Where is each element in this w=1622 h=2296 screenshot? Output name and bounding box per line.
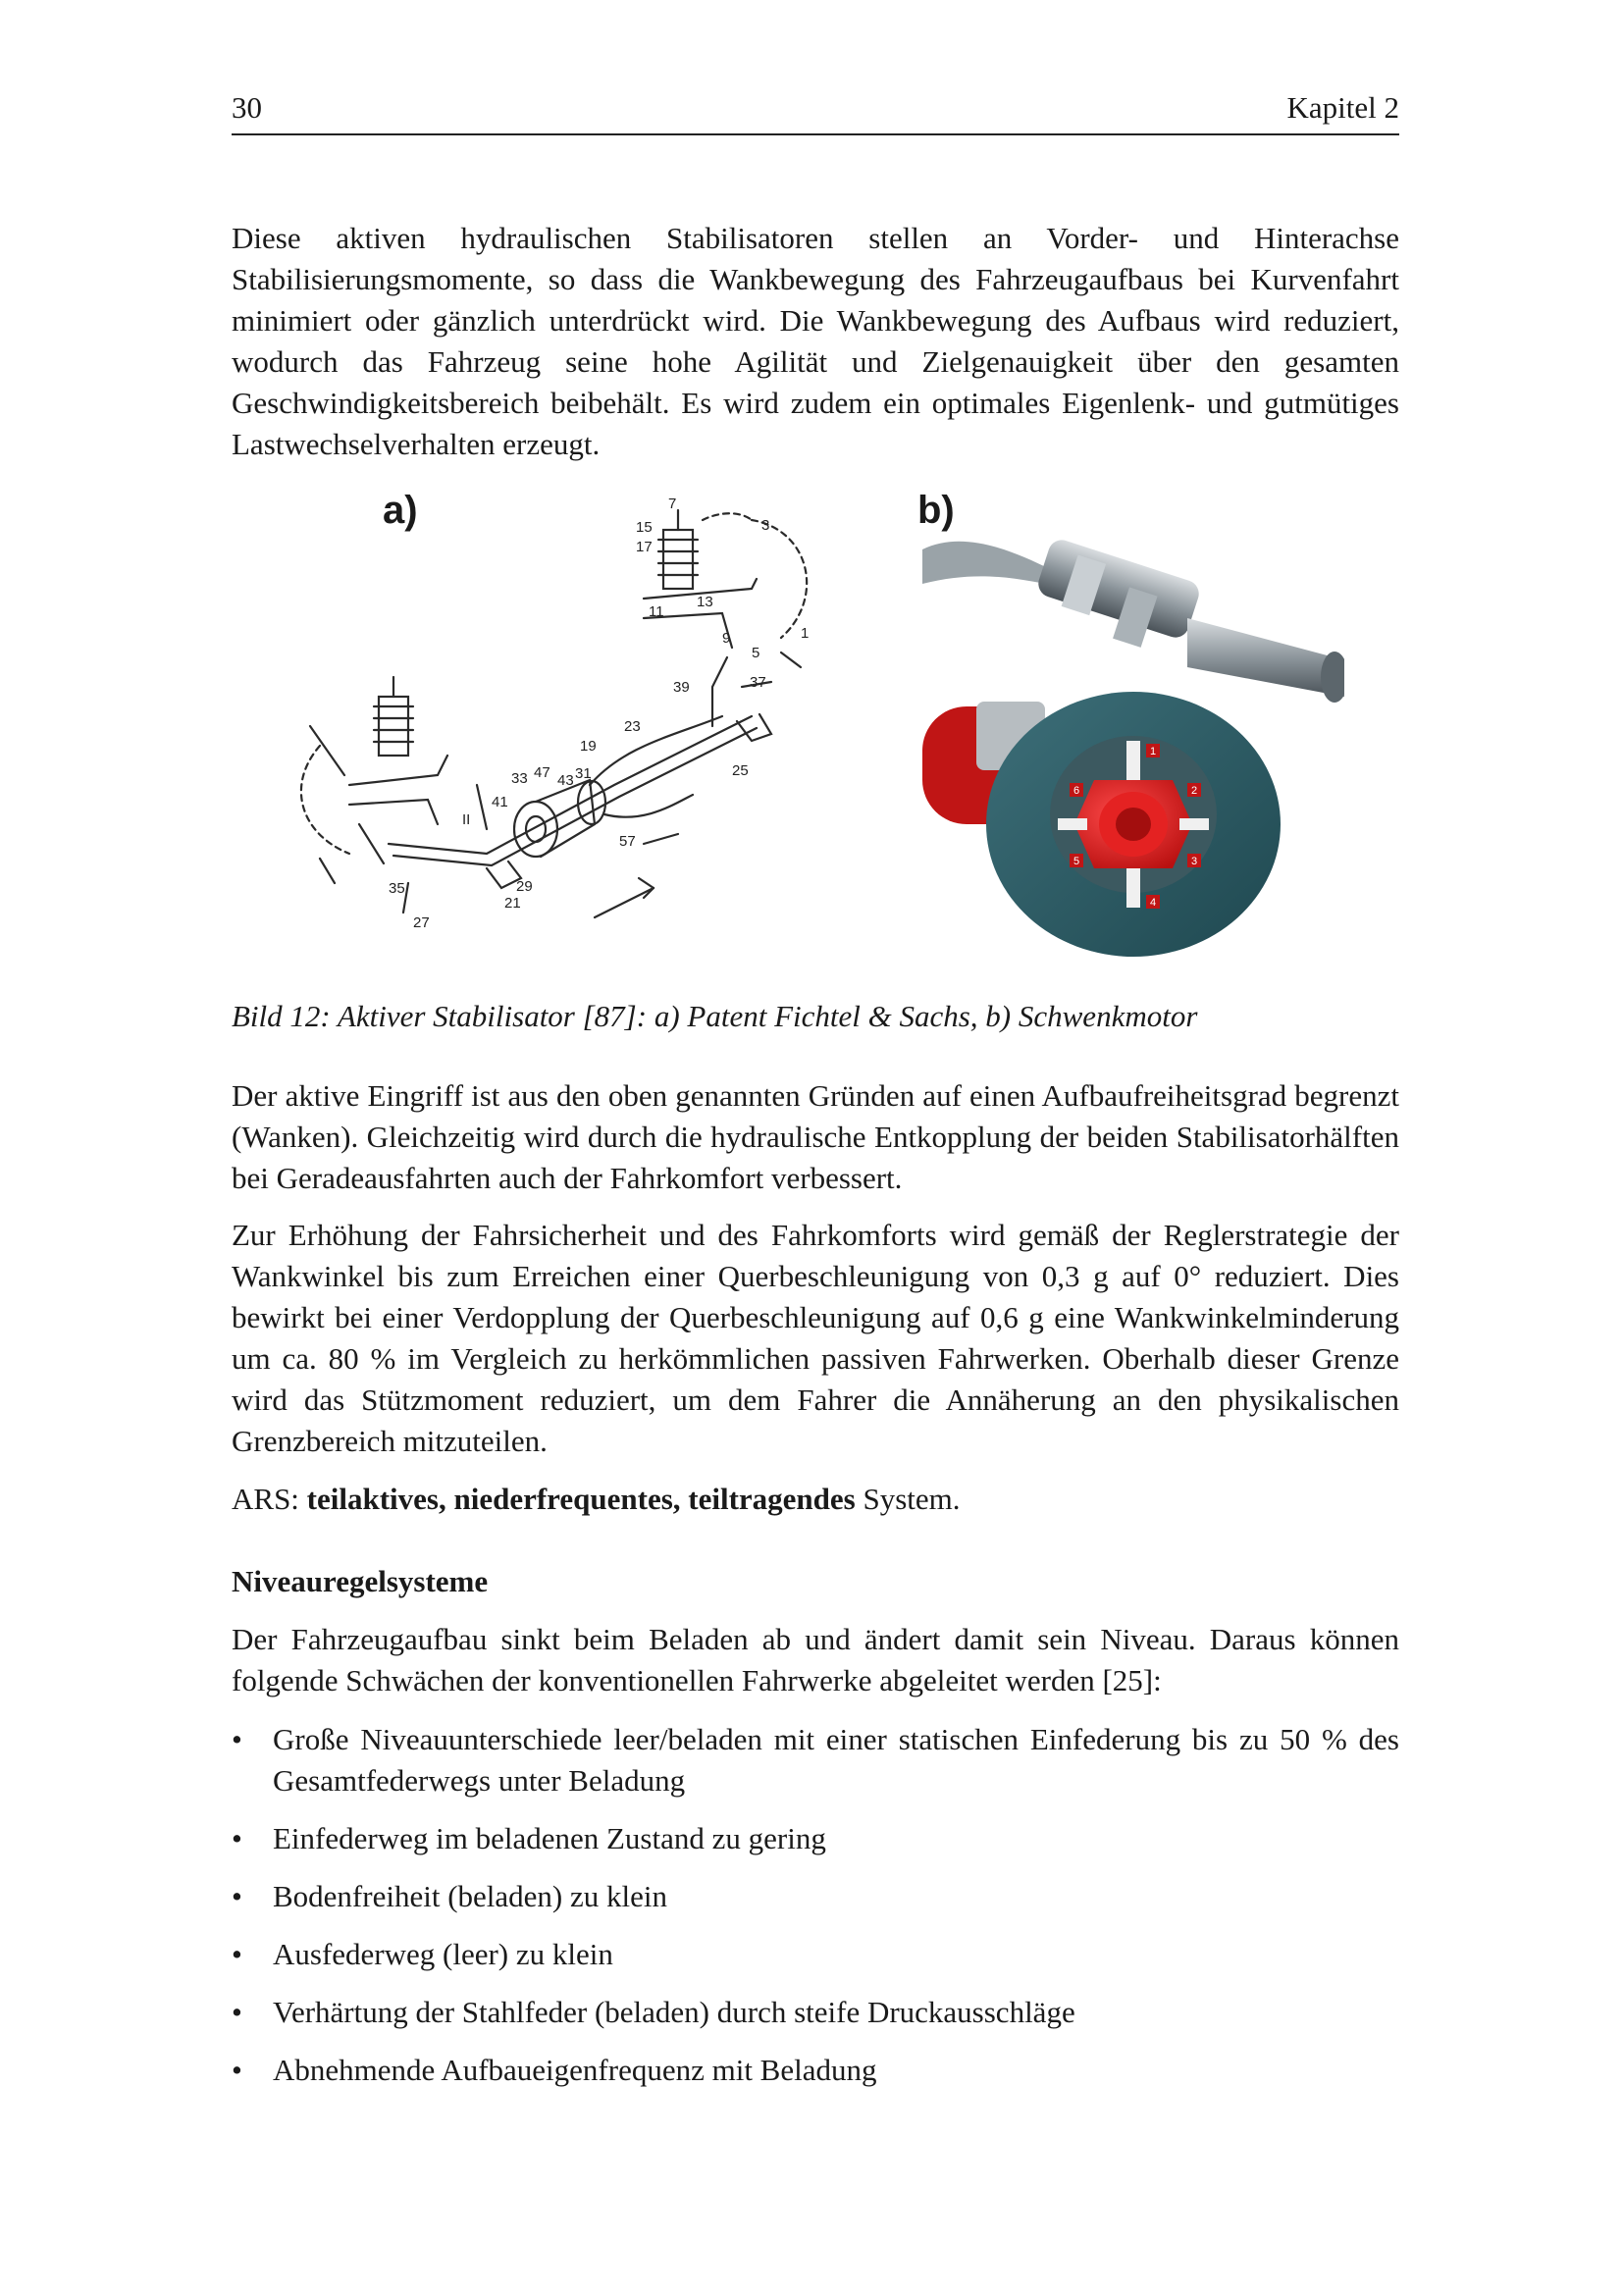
diagram-number: 27 bbox=[413, 914, 430, 931]
ars-prefix: ARS: bbox=[232, 1482, 307, 1516]
ars-classification bbox=[232, 1479, 1399, 1520]
diagram-number: 17 bbox=[636, 539, 653, 555]
diagram-number: 31 bbox=[575, 765, 592, 782]
diagram-number: 13 bbox=[697, 594, 713, 610]
diagram-number: 7 bbox=[668, 496, 677, 512]
diagram-number: 43 bbox=[557, 772, 574, 789]
ars-suffix: System. bbox=[855, 1482, 961, 1516]
chapter-title: Kapitel 2 bbox=[1286, 90, 1399, 125]
paragraph-stabilizer-intro: Diese aktiven hydraulischen Stabilisatoren stellen an Vorder- und Hinterachse Stabilisierungsmomente, so dass die Wankbewegung des Fahrzeugaufbaus bei Kurvenfahrt minimiert oder gänzlich unterdrückt wird. Die Wankbewegung des Aufbaus wird reduziert, wodurch das Fahrzeug seine hohe Agilität und Zielgenauigkeit über den gesamten Geschwindigkeitsbereich beibehält. Es wird zudem ein optimales Eigenlenk- und gutmütiges Lastwechselverhalten erzeugt. bbox=[232, 221, 1399, 461]
diagram-number: 39 bbox=[673, 679, 690, 696]
diagram-number: 47 bbox=[534, 764, 550, 781]
diagram-number: II bbox=[462, 811, 471, 828]
bullet-icon: • bbox=[232, 1821, 242, 1855]
list-item: • Abnehmende Aufbaueigenfrequenz mit Beladung bbox=[232, 2050, 1399, 2091]
ars-bold-terms: teilaktives, niederfrequentes, teiltragendes bbox=[306, 1482, 856, 1516]
figure-caption: Bild 12: Aktiver Stabilisator [87]: a) Patent Fichtel & Sachs, b) Schwenkmotor bbox=[232, 999, 1198, 1033]
diagram-number: 25 bbox=[732, 762, 749, 779]
figure-label-a: a) bbox=[383, 489, 418, 532]
page-number: 30 bbox=[232, 90, 262, 125]
bullet-icon: • bbox=[232, 1722, 242, 1756]
list-item: • Verhärtung der Stahlfeder (beladen) durch steife Druckausschläge bbox=[232, 1992, 1399, 2033]
weakness-list bbox=[232, 1719, 1399, 2108]
bullet-icon: • bbox=[232, 2053, 242, 2087]
diagram-number: 57 bbox=[619, 833, 636, 850]
motor-marking: 3 bbox=[1191, 856, 1198, 867]
bullet-icon: • bbox=[232, 1937, 242, 1971]
motor-marking: 5 bbox=[1073, 856, 1080, 867]
diagram-number: 41 bbox=[492, 794, 508, 810]
section-heading: Niveauregelsysteme bbox=[232, 1564, 489, 1598]
paragraph-control-strategy: Zur Erhöhung der Fahrsicherheit und des Fahrkomforts wird gemäß der Reglerstrategie der Wankwinkel bis zum Erreichen einer Querbeschleunigung von 0,3 g auf 0° reduziert. Dies bewirkt bei einer Verdopplung der Querbeschleunigung auf 0,6 g eine Wankwinkelminderung um ca. 80 % im Vergleich zu herkömmlichen passiven Fahrwerken. Oberhalb dieser Grenze wird das Stützmoment reduziert, um dem Fahrer die Annäherung an den physikalischen Grenzbereich mitzuteilen. bbox=[232, 1218, 1399, 1458]
list-item: • Bodenfreiheit (beladen) zu klein bbox=[232, 1876, 1399, 1917]
diagram-number: 11 bbox=[649, 603, 664, 620]
diagram-number: 3 bbox=[761, 517, 770, 534]
diagram-number: 1 bbox=[801, 625, 810, 642]
motor-marking: 2 bbox=[1191, 785, 1198, 797]
diagram-number: 29 bbox=[516, 878, 533, 895]
motor-marking: 1 bbox=[1150, 746, 1157, 757]
figure-label-b: b) bbox=[917, 489, 955, 532]
diagram-number: 35 bbox=[389, 880, 405, 897]
diagram-number: 33 bbox=[511, 770, 528, 787]
page-header bbox=[232, 86, 1399, 135]
motor-marking: 6 bbox=[1073, 785, 1080, 797]
diagram-number: 15 bbox=[636, 519, 653, 536]
bullet-icon: • bbox=[232, 1879, 242, 1913]
swivel-motor-figure bbox=[922, 530, 1344, 962]
bullet-icon: • bbox=[232, 1995, 242, 2029]
patent-drawing-figure bbox=[290, 491, 820, 952]
diagram-number: 5 bbox=[752, 645, 760, 661]
list-item: • Einfederweg im beladenen Zustand zu gering bbox=[232, 1818, 1399, 1859]
list-item: • Ausfederweg (leer) zu klein bbox=[232, 1934, 1399, 1975]
diagram-number: 9 bbox=[722, 630, 731, 647]
diagram-number: 23 bbox=[624, 718, 641, 735]
diagram-number: 21 bbox=[504, 895, 521, 912]
motor-marking: 4 bbox=[1150, 897, 1157, 909]
diagram-number: 37 bbox=[750, 674, 766, 691]
diagram-number: 19 bbox=[580, 738, 597, 755]
paragraph-active-intervention: Der aktive Eingriff ist aus den oben genannten Gründen auf einen Aufbaufreiheitsgrad begrenzt (Wanken). Gleichzeitig wird durch die hydraulische Entkopplung der beiden Stabilisatorhälften bei Geradeausfahrten auch der Fahrkomfort verbessert. bbox=[232, 1078, 1399, 1195]
list-item: • Große Niveauunterschiede leer/beladen mit einer statischen Einfederung bis zu 50 % des Gesamtfederwegs unter Beladung bbox=[232, 1719, 1399, 1801]
paragraph-level-control: Der Fahrzeugaufbau sinkt beim Beladen ab und ändert damit sein Niveau. Daraus können folgende Schwächen der konventionellen Fahrwerke abgeleitet werden [25]: bbox=[232, 1622, 1399, 1697]
